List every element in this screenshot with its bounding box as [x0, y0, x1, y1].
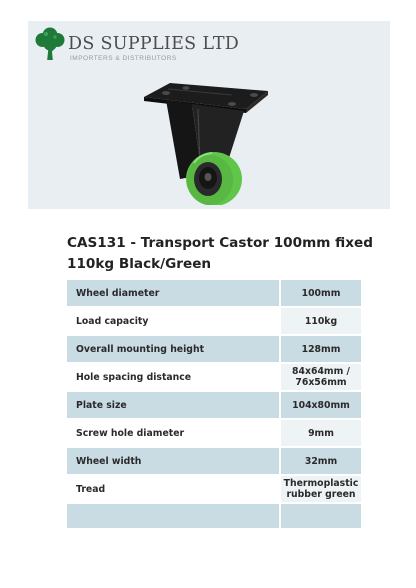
spec-label: Screw hole diameter — [67, 419, 280, 447]
spec-label: Load capacity — [67, 307, 280, 335]
spec-value: 32mm — [280, 447, 361, 475]
spec-value: 9mm — [280, 419, 361, 447]
spec-value: 128mm — [280, 335, 361, 363]
table-row — [67, 447, 361, 475]
table-row — [67, 503, 361, 529]
table-row — [67, 475, 361, 503]
spec-value: 84x64mm / 76x56mm — [280, 363, 361, 391]
spec-label: Wheel width — [67, 447, 280, 475]
spec-value: 110kg — [280, 307, 361, 335]
spec-label: Hole spacing distance — [67, 363, 280, 391]
specifications-table — [67, 280, 361, 530]
table-row — [67, 335, 361, 363]
table-row — [67, 307, 361, 335]
table-row — [67, 280, 361, 307]
spec-label: Overall mounting height — [67, 335, 280, 363]
spec-value — [280, 503, 361, 529]
tree-icon — [34, 26, 66, 62]
table-row — [67, 363, 361, 391]
table-row — [67, 391, 361, 419]
table-row — [67, 419, 361, 447]
castor-wheel-icon — [136, 83, 276, 205]
spec-value: 100mm — [280, 280, 361, 307]
spec-label: Plate size — [67, 391, 280, 419]
spec-value: 104x80mm — [280, 391, 361, 419]
spec-label: Wheel diameter — [67, 280, 280, 307]
brand-name: DS SUPPLIES LTD — [68, 34, 240, 54]
spec-label — [67, 503, 280, 529]
brand-tagline: IMPORTERS & DISTRIBUTORS — [70, 55, 177, 62]
spec-label: Tread — [67, 475, 280, 503]
spec-value: Thermoplastic rubber green — [280, 475, 361, 503]
product-hero — [28, 21, 390, 209]
product-title: CAS131 - Transport Castor 100mm fixed 110kg Black/Green — [67, 235, 373, 272]
